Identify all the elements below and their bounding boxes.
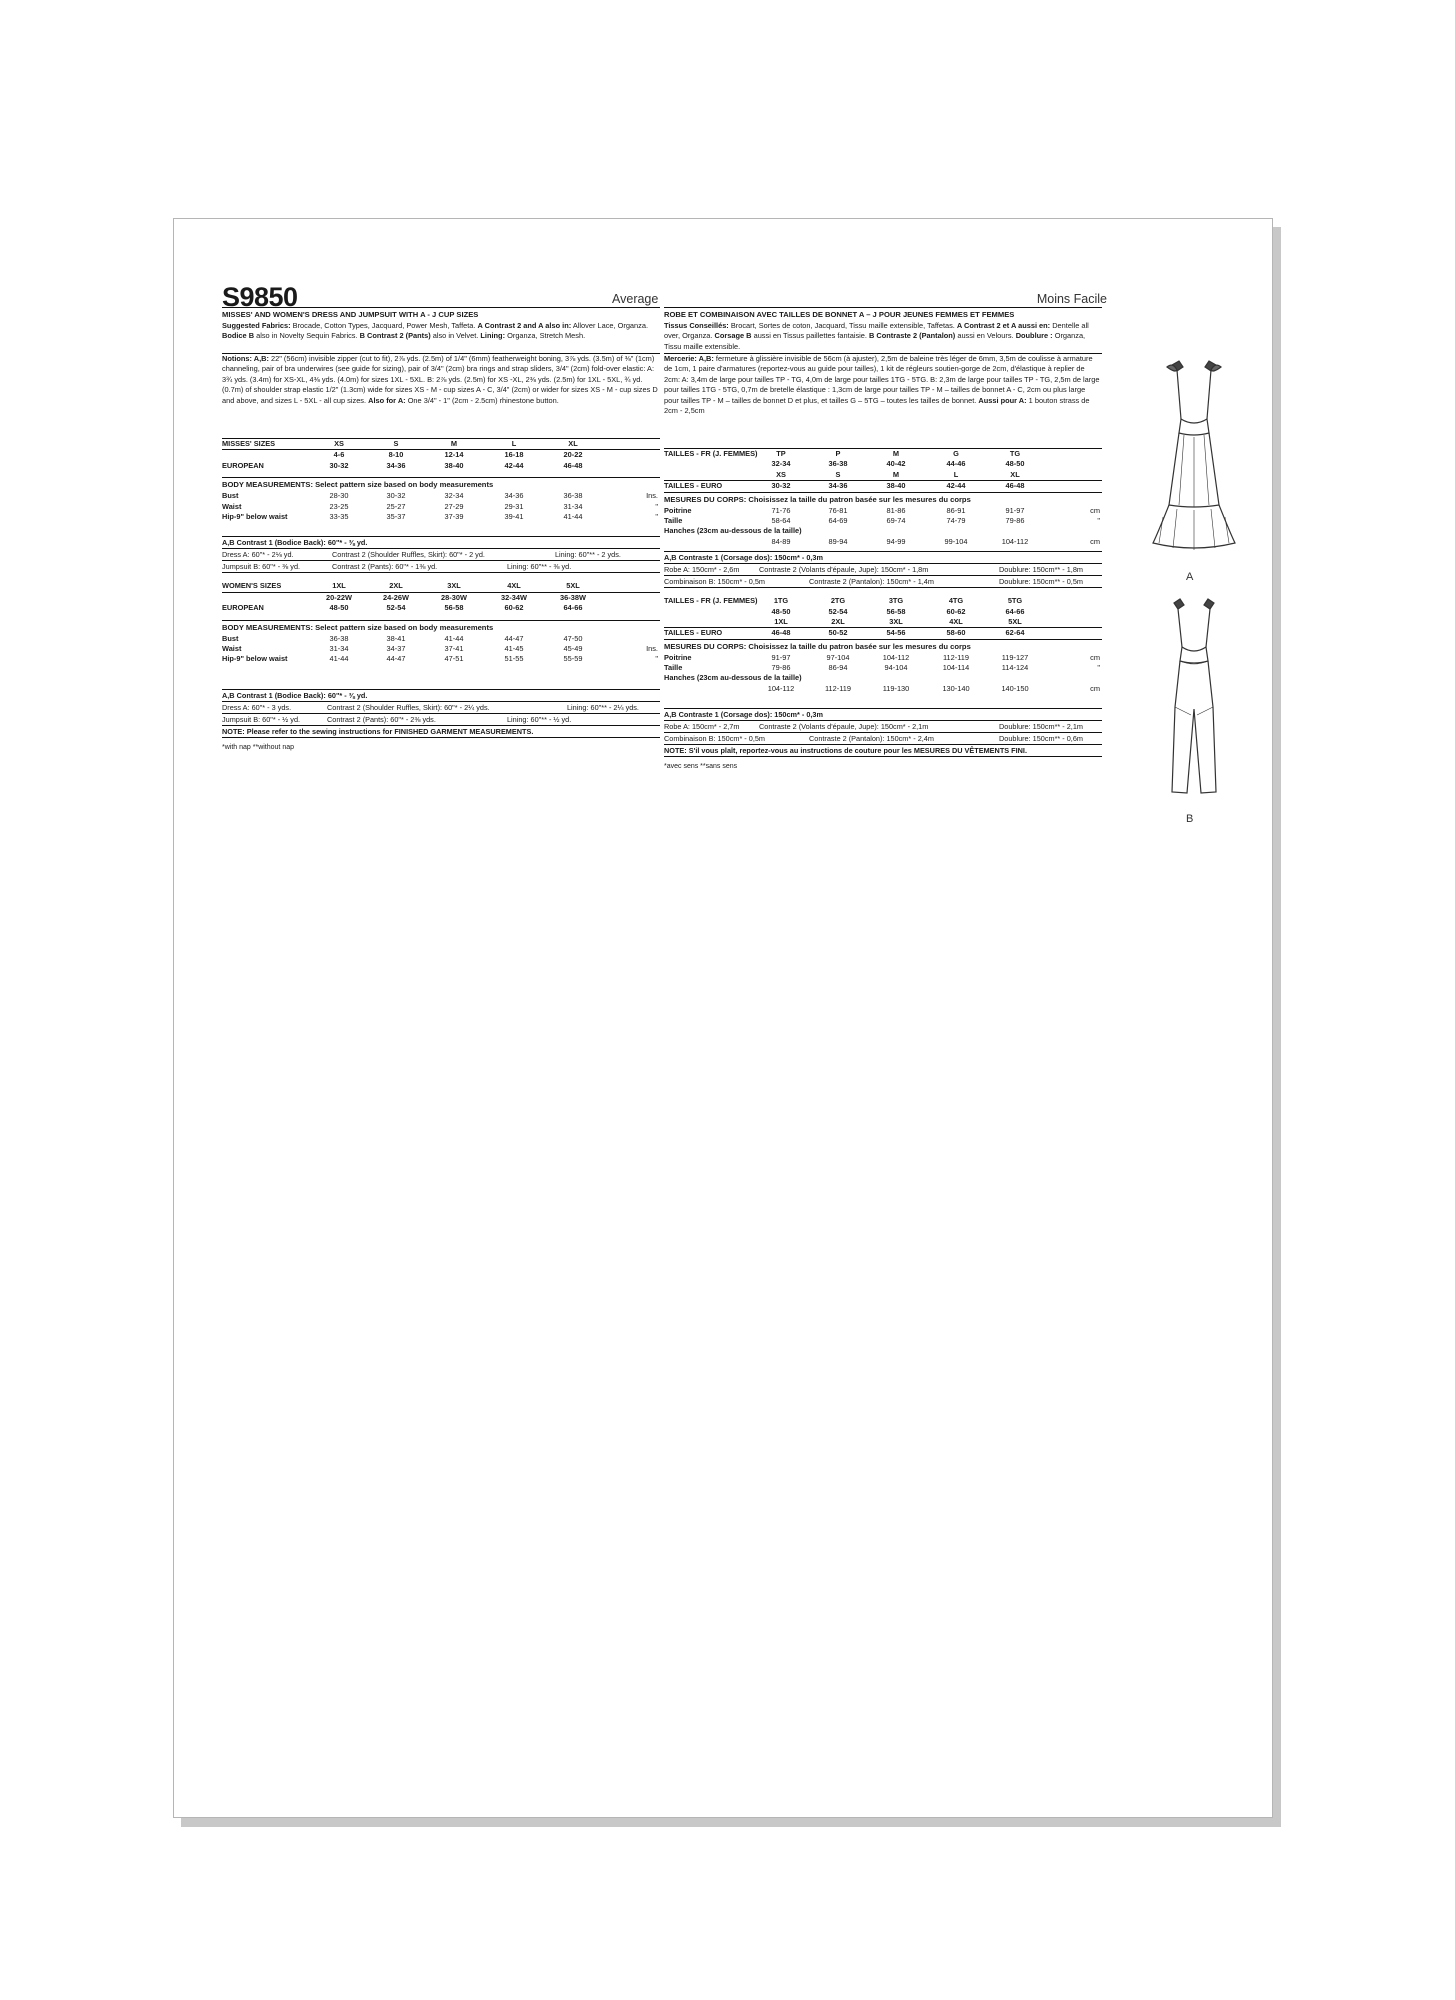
measurement-value: 130-140 (942, 683, 970, 693)
measurement-row (664, 653, 1102, 663)
measurement-row (222, 512, 660, 522)
fabrics-pants-label: B Contraste 2 (Pantalon) (869, 331, 956, 341)
measurement-value: 119-130 (882, 683, 910, 693)
measurement-value: 23-25 (329, 501, 349, 511)
size-xs: XS (334, 439, 344, 448)
fabrics-pants-text: also in Velvet. (432, 331, 479, 341)
european-size: 50-52 (828, 628, 848, 638)
measurement-value: 47-50 (563, 633, 583, 643)
yardage-row (222, 702, 660, 713)
tailles-fr-label: TAILLES - FR (J. FEMMES) (664, 449, 758, 458)
yardage-row (664, 733, 1102, 744)
measurement-unit: " (1097, 663, 1100, 673)
european-size: 46-48 (771, 628, 791, 638)
tailles-euro-row (664, 481, 1102, 491)
notions (222, 354, 660, 438)
european-label: EUROPEAN (222, 460, 264, 470)
measurement-value: 76-81 (828, 505, 848, 515)
yardage-contrast2: Contraste 2 (Volants d'épaule, Jupe): 150cm* - 1,8m (759, 565, 929, 575)
measurement-value: 104-114 (942, 663, 970, 673)
measurement-value: 33-35 (329, 511, 349, 521)
measurement-value: 30-32 (386, 491, 406, 501)
tailles-euro-label: TAILLES - EURO (664, 628, 723, 638)
euro-size-letter: 5XL (1008, 616, 1022, 626)
measurement-row (222, 502, 660, 512)
yardage-jumpsuit: Combinaison B: 150cm* - 0,5m (664, 734, 765, 744)
measurement-value: 58-64 (771, 515, 791, 525)
yardage-contrast2: Contraste 2 (Volants d'épaule, Jupe): 150cm* - 2,1m (759, 722, 929, 732)
size-4tg: 4TG (948, 596, 964, 606)
euro-size-letter: L (953, 469, 959, 479)
size-number: 20-22 (563, 450, 583, 460)
measurement-value: 44-47 (386, 654, 406, 664)
yardage-lining: Doublure: 150cm** - 1,8m (999, 565, 1083, 575)
european-size: 38-40 (886, 481, 906, 491)
yardage-row (664, 576, 1102, 587)
size-number: 16-18 (504, 450, 524, 460)
size-3tg: 3TG (888, 596, 904, 606)
dress-a-illustration (1139, 357, 1249, 557)
yardage-row (222, 690, 660, 701)
measurement-label: Waist (222, 643, 242, 653)
measurement-unit: cm (1090, 683, 1100, 693)
size-2xl: 2XL (389, 581, 403, 591)
measurement-value: 104-112 (882, 652, 910, 662)
euro-size-letter: XS (776, 469, 786, 479)
size-number: 12-14 (444, 450, 464, 460)
yardage-dress: Robe A: 150cm* - 2,6m (664, 565, 740, 575)
european-size: 38-40 (444, 460, 464, 470)
european-size: 62-64 (1005, 628, 1025, 638)
fabrics-lining-text: Organza, Stretch Mesh. (507, 331, 586, 341)
measurement-value: 41-45 (504, 643, 524, 653)
tailles-fr-numbers (664, 459, 1102, 469)
size-number: 40-42 (886, 459, 906, 469)
size-number: 56-58 (886, 606, 906, 616)
womens-numbers-row (222, 593, 660, 603)
european-size: 34-36 (828, 481, 848, 491)
measurement-unit: Ins. (646, 643, 658, 653)
measurement-value: 86-91 (946, 505, 966, 515)
measurement-value: 69-74 (886, 515, 906, 525)
measurement-row (664, 516, 1102, 526)
hip-label-row (664, 673, 1102, 683)
size-number: 4-6 (333, 450, 345, 460)
european-size: 64-66 (563, 603, 583, 613)
yardage-contrast2: Contrast 2 (Shoulder Ruffles, Skirt): 60"* - 2¼ yds. (327, 702, 490, 712)
euro-size-letter: 4XL (949, 616, 963, 626)
euro-size-letter: XL (1010, 469, 1020, 479)
european-size: 42-44 (946, 481, 966, 491)
body-measurements-title: BODY MEASUREMENTS: Select pattern size based on body measurements (222, 477, 660, 491)
yardage-row (664, 564, 1102, 575)
measurement-value: 41-44 (444, 633, 464, 643)
measurement-unit: " (655, 654, 658, 664)
european-size: 52-54 (386, 603, 406, 613)
size-number: 32-34 (771, 459, 791, 469)
misses-sizes-row (222, 439, 660, 450)
finished-measurements-note: NOTE: S'il vous plaît, reportez-vous au instructions de couture pour les MESURES DU VÊTEMENTS FINI. (664, 746, 1027, 756)
misses-european-row (222, 461, 660, 471)
difficulty-english: Average (612, 292, 659, 306)
measurement-value: 32-34 (444, 491, 464, 501)
tailles-fr-row (664, 596, 1102, 606)
size-number: 60-62 (946, 606, 966, 616)
measurement-unit: " (655, 501, 658, 511)
measurement-unit: cm (1090, 505, 1100, 515)
european-label: EUROPEAN (222, 603, 264, 613)
measurement-value: 119-127 (1001, 652, 1029, 662)
measurement-value: 140-150 (1001, 683, 1029, 693)
yardage-row (222, 714, 660, 725)
measurement-label: Bust (222, 633, 239, 643)
size-5tg: 5TG (1007, 596, 1023, 606)
measurement-value: 41-44 (329, 654, 349, 664)
yardage-dress: Dress A: 60"* - 3 yds. (222, 702, 292, 712)
measurement-row (222, 644, 660, 654)
tailles-fr-label: TAILLES - FR (J. FEMMES) (664, 596, 758, 606)
yardage-row (664, 709, 1102, 720)
notions-also-label: Aussi pour A: (978, 395, 1027, 405)
measurement-value: 36-38 (563, 491, 583, 501)
size-g: G (953, 449, 959, 458)
mesures-du-corps-title: MESURES DU CORPS: Choisissez la taille du patron basée sur les mesures du corps (664, 639, 1102, 653)
womens-sizes-row (222, 581, 660, 592)
measurement-row (222, 634, 660, 644)
fabrics-bodice-label: Bodice B (222, 331, 255, 341)
yardage-pants: Contraste 2 (Pantalon): 150cm* - 1,4m (809, 577, 934, 587)
yardage-lining: Doublure: 150cm** - 0,6m (999, 734, 1083, 744)
notions-also-label: Also for A: (368, 395, 406, 405)
yardage-pants: Contraste 2 (Pantalon): 150cm* - 2,4m (809, 734, 934, 744)
jumpsuit-b-illustration (1139, 597, 1249, 797)
yardage-lining: Doublure: 150cm** - 0,5m (999, 577, 1083, 587)
header (222, 282, 1107, 312)
measurement-value: 31-34 (329, 643, 349, 653)
measurement-value: 104-112 (1001, 536, 1029, 546)
measurement-value: 79-86 (771, 663, 791, 673)
measurement-value: 47-51 (444, 654, 464, 664)
yardage-jumpsuit: Combinaison B: 150cm* - 0,5m (664, 577, 765, 587)
womens-sizes-label: WOMEN'S SIZES (222, 581, 282, 591)
size-1tg: 1TG (773, 596, 789, 606)
difficulty-french: Moins Facile (1036, 292, 1107, 306)
european-size: 34-36 (386, 460, 406, 470)
tailles-euro-sizes (664, 617, 1102, 628)
european-size: 42-44 (504, 460, 524, 470)
measurement-value: 45-49 (563, 643, 583, 653)
measurement-unit: Ins. (646, 491, 658, 501)
measurement-label: Bust (222, 491, 239, 501)
yardage-jumpsuit: Jumpsuit B: 60"* - ⅜ yd. (222, 562, 301, 572)
size-p: P (835, 449, 841, 458)
euro-size-letter: M (892, 469, 900, 479)
size-number: 44-46 (946, 459, 966, 469)
measurement-value: 86-94 (828, 663, 848, 673)
yardage-dress: Robe A: 150cm* - 2,7m (664, 722, 740, 732)
measurement-label: Taille (664, 515, 683, 525)
measurement-row (664, 684, 1102, 694)
footnote: *avec sens **sans sens (664, 763, 738, 771)
size-number: 32-34W (501, 592, 527, 602)
suggested-fabrics (222, 321, 660, 353)
size-1xl: 1XL (332, 581, 346, 591)
pattern-number: S9850 (222, 282, 298, 312)
measurement-label: Waist (222, 501, 242, 511)
european-size: 56-58 (444, 603, 464, 613)
note-row (664, 745, 1102, 756)
yardage-jumpsuit: Jumpsuit B: 60"* - ½ yd. (222, 714, 301, 724)
european-size: 58-60 (946, 628, 966, 638)
yardage-row (222, 561, 660, 572)
view-a-label: A (1186, 571, 1194, 583)
pattern-envelope-back (173, 218, 1273, 1818)
size-number: 36-38W (560, 592, 586, 602)
fabrics-label: Suggested Fabrics: (222, 321, 291, 330)
yardage-row (222, 537, 660, 548)
measurement-value: 35-37 (386, 511, 406, 521)
fabrics-bodice-text: aussi en Tissus paillettes fantaisie. (753, 331, 867, 341)
size-s: S (393, 439, 399, 448)
measurement-value: 79-86 (1005, 515, 1025, 525)
size-tp: TP (776, 449, 786, 458)
measurement-label: Taille (664, 663, 683, 673)
notions-also-text: 1 bouton strass de 2cm - 2,5cm (664, 395, 1090, 416)
measurement-value: 34-36 (504, 491, 524, 501)
measurement-value: 27-29 (444, 501, 464, 511)
mercerie (664, 354, 1102, 448)
size-number: 8-10 (388, 450, 404, 460)
size-number: 28-30W (441, 592, 467, 602)
body-measurements-title: BODY MEASUREMENTS: Select pattern size based on body measurements (222, 620, 660, 634)
view-b-label: B (1186, 813, 1194, 825)
size-number: 48-50 (1005, 459, 1025, 469)
misses-numbers-row (222, 450, 660, 460)
measurement-value: 91-97 (1005, 505, 1025, 515)
size-l: L (511, 439, 517, 448)
yardage-pants: Contrast 2 (Pants): 60"* - 1⅜ yd. (332, 562, 438, 572)
measurement-value: 28-30 (329, 491, 349, 501)
measurement-value: 51-55 (504, 654, 524, 664)
measurement-value: 99-104 (944, 536, 968, 546)
english-column (222, 307, 660, 751)
euro-size-letter: S (835, 469, 841, 479)
measurement-value: 37-41 (444, 643, 464, 653)
hip-label-row (664, 526, 1102, 536)
fabrics-bodice-label: Corsage B (714, 331, 752, 341)
measurement-value: 89-94 (828, 536, 848, 546)
yardage-lining: Lining: 60"** - 2¼ yds. (567, 702, 639, 712)
finished-measurements-note: NOTE: Please refer to the sewing instructions for FINISHED GARMENT MEASUREMENTS. (222, 726, 534, 736)
tailles-euro-sizes (664, 470, 1102, 481)
yardage-row (222, 549, 660, 560)
size-number: 24-26W (383, 592, 409, 602)
measurement-value: 97-104 (826, 652, 850, 662)
measurement-value: 34-37 (386, 643, 406, 653)
size-tg: TG (1009, 449, 1021, 458)
notions-label: Notions: A,B: (222, 354, 269, 363)
measurement-value: 74-79 (946, 515, 966, 525)
tissus-conseilles (664, 321, 1102, 353)
measurement-value: 112-119 (824, 683, 852, 693)
hip-label: Hanches (23cm au-dessous de la taille) (664, 673, 802, 683)
measurement-row (664, 663, 1102, 673)
size-2tg: 2TG (830, 596, 846, 606)
size-number: 36-38 (828, 459, 848, 469)
measurement-label: Poitrine (664, 505, 692, 515)
fabrics-pants-label: B Contrast 2 (Pants) (359, 331, 431, 341)
mesures-du-corps-title: MESURES DU CORPS: Choisissez la taille du patron basée sur les mesures du corps (664, 492, 1102, 506)
measurement-row (664, 506, 1102, 516)
note-row (222, 726, 660, 737)
measurement-unit: " (655, 511, 658, 521)
measurement-label: Hip-9" below waist (222, 654, 288, 664)
tailles-fr-row (664, 449, 1102, 459)
european-size: 30-32 (329, 460, 349, 470)
yardage-contrast1: A,B Contrast 1 (Bodice Back): 60"* - ⅜ yd. (222, 538, 368, 548)
fabrics-lining-label: Doublure : (1015, 331, 1053, 341)
yardage-contrast1: A,B Contraste 1 (Corsage dos): 150cm* - 0,3m (664, 553, 823, 563)
english-title: MISSES' AND WOMEN'S DRESS AND JUMPSUIT WITH A - J CUP SIZES (222, 307, 660, 321)
measurement-value: 31-34 (563, 501, 583, 511)
measurement-row (222, 654, 660, 664)
euro-size-letter: 3XL (889, 616, 903, 626)
fabrics-label: Tissus Conseillés: (664, 321, 729, 330)
euro-size-letter: 2XL (831, 616, 845, 626)
measurement-value: 36-38 (329, 633, 349, 643)
measurement-label: Poitrine (664, 652, 692, 662)
fabrics-text: Brocart, Sortes de coton, Jacquard, Tissu maille extensible, Taffetas. (730, 321, 955, 330)
yardage-contrast1: A,B Contraste 1 (Corsage dos): 150cm* - 0,3m (664, 710, 823, 720)
yardage-row (664, 721, 1102, 732)
fabrics-contrast2-label: A Contrast 2 and A also in: (477, 321, 572, 330)
yardage-lining: Lining: 60"** - ½ yd. (507, 714, 572, 724)
yardage-lining: Lining: 60"** - ⅜ yd. (507, 562, 572, 572)
hip-label: Hanches (23cm au-dessous de la taille) (664, 526, 802, 536)
fabrics-contrast2-label: A Contrast 2 et A aussi en: (956, 321, 1051, 330)
measurement-value: 39-41 (504, 511, 524, 521)
yardage-lining: Lining: 60"** - 2 yds. (555, 550, 621, 560)
measurement-label: Hip-9" below waist (222, 511, 288, 521)
french-title: ROBE ET COMBINAISON AVEC TAILLES DE BONNET A – J POUR JEUNES FEMMES ET FEMMES (664, 307, 1102, 321)
measurement-value: 37-39 (444, 511, 464, 521)
yardage-contrast2: Contrast 2 (Shoulder Ruffles, Skirt): 60"* - 2 yd. (332, 550, 485, 560)
tailles-fr-numbers (664, 607, 1102, 617)
size-5xl: 5XL (566, 581, 580, 591)
size-m: M (892, 449, 900, 458)
tailles-euro-row (664, 628, 1102, 638)
misses-sizes-label: MISSES' SIZES (222, 439, 276, 448)
measurement-value: 84-89 (771, 536, 791, 546)
yardage-lining: Doublure: 150cm** - 2,1m (999, 722, 1083, 732)
measurement-value: 94-104 (884, 663, 908, 673)
measurement-value: 91-97 (771, 652, 791, 662)
size-number: 20-22W (326, 592, 352, 602)
measurement-value: 112-119 (942, 652, 970, 662)
european-size: 46-48 (1005, 481, 1025, 491)
european-size: 48-50 (329, 603, 349, 613)
yardage-pants: Contrast 2 (Pants): 60"* - 2⅜ yds. (327, 714, 436, 724)
fabrics-contrast2-text: Allover Lace, Organza. (572, 321, 649, 330)
yardage-row (664, 552, 1102, 563)
notions-label: Mercerie: A,B: (664, 354, 714, 363)
european-size: 30-32 (771, 481, 791, 491)
measurement-value: 44-47 (504, 633, 524, 643)
measurement-unit: cm (1090, 536, 1100, 546)
womens-european-row (222, 603, 660, 613)
measurement-row (664, 537, 1102, 547)
measurement-value: 38-41 (386, 633, 406, 643)
measurement-value: 25-27 (386, 501, 406, 511)
measurement-row (222, 491, 660, 501)
measurement-value: 55-59 (563, 654, 583, 664)
size-number: 52-54 (828, 606, 848, 616)
size-4xl: 4XL (507, 581, 521, 591)
measurement-unit: cm (1090, 652, 1100, 662)
measurement-value: 29-31 (504, 501, 524, 511)
tailles-euro-label: TAILLES - EURO (664, 481, 723, 491)
measurement-unit: " (1097, 515, 1100, 525)
measurement-value: 71-76 (771, 505, 791, 515)
fabrics-text: Brocade, Cotton Types, Jacquard, Power Mesh, Taffeta. (292, 321, 476, 330)
euro-size-letter: 1XL (774, 616, 788, 626)
fabrics-lining-text: Organza, Tissu maille extensible. (664, 331, 1086, 351)
fabrics-contrast2-text: Dentelle all over, Organza. (664, 321, 1089, 341)
french-column (664, 307, 1102, 770)
measurement-value: 64-69 (828, 515, 848, 525)
footnote: *with nap **without nap (222, 743, 294, 751)
notions-also-text: One 3/4" - 1" (2cm - 2.5cm) rhinestone button. (407, 395, 559, 405)
measurement-value: 94-99 (886, 536, 906, 546)
size-3xl: 3XL (447, 581, 461, 591)
notions-text: fermeture à glissière invisible de 56cm (à ajuster), 2,5m de baleine très léger de 6mm, 3,5m de coulisse à armature de 1cm, 1 paire d'armatures (reportez-vous au guide pour tailles), 1 kit de régleurs soutien-gorge de 2cm, d'élastique à replier de 2cm: A: 3,4m de large pour tailles TP - TG, 4,0m de large pour tailles 1TG - 5TG. B: 2,3m de large pour tailles TP - TG, 2,5m de large pour tailles 1TG - 5TG, 0,7m de bretelle élastique : 1,3cm de large pour tailles TP - M – tailles de bonnet A - C, 2cm ou plus large pour tailles TP - M – tailles de bonnet D et plus, et tailles G – 5TG – toutes les tailles de bonnet. (664, 354, 1100, 405)
notions-text: 22" (56cm) invisible zipper (cut to fit), 2⅞ yds. (2.5m) of 1/4" (6mm) featherweight boning, 3⅞ yds. (3.5m) of ⅜" (1cm) channeling, pair of bra underwires (see guide for sizing), pair of 3/4" (2cm) bra rings and strap sliders, 3/4" (2cm) fold-over elastic: A: 3¾ yds. (3.4m) for XS-XL, 4⅜ yds. (4.0m) for sizes 1XL - 5XL. B: 2⅞ yds. (2.5m) for XS -XL, 2⅜ yds. (2.5m) for 1XL - 5XL, ¾ yd. (0.7m) of shoulder strap elastic 1/2" (1.3cm) wide for sizes XS - M - cup sizes A - C, 3/4" (2cm) or wider for sizes XS - M - cup sizes D and above, and sizes L - 5XL - all cup sizes. (222, 354, 658, 405)
yardage-contrast1: A,B Contrast 1 (Bodice Back): 60"* - ⅜ yd. (222, 690, 368, 700)
size-number: 48-50 (771, 606, 791, 616)
european-size: 60-62 (504, 603, 524, 613)
size-m: M (450, 439, 458, 448)
measurement-value: 41-44 (563, 511, 583, 521)
size-xl: XL (568, 439, 578, 448)
size-number: 64-66 (1005, 606, 1025, 616)
yardage-dress: Dress A: 60"* - 2⅛ yd. (222, 550, 294, 560)
european-size: 54-56 (886, 628, 906, 638)
fabrics-bodice-text: also in Novelty Sequin Fabrics. (256, 331, 358, 341)
fabrics-lining-label: Lining: (480, 331, 506, 341)
fabrics-pants-text: aussi en Velours. (957, 331, 1014, 341)
measurement-value: 104-112 (767, 683, 795, 693)
european-size: 46-48 (563, 460, 583, 470)
measurement-value: 114-124 (1001, 663, 1029, 673)
measurement-value: 81-86 (886, 505, 906, 515)
